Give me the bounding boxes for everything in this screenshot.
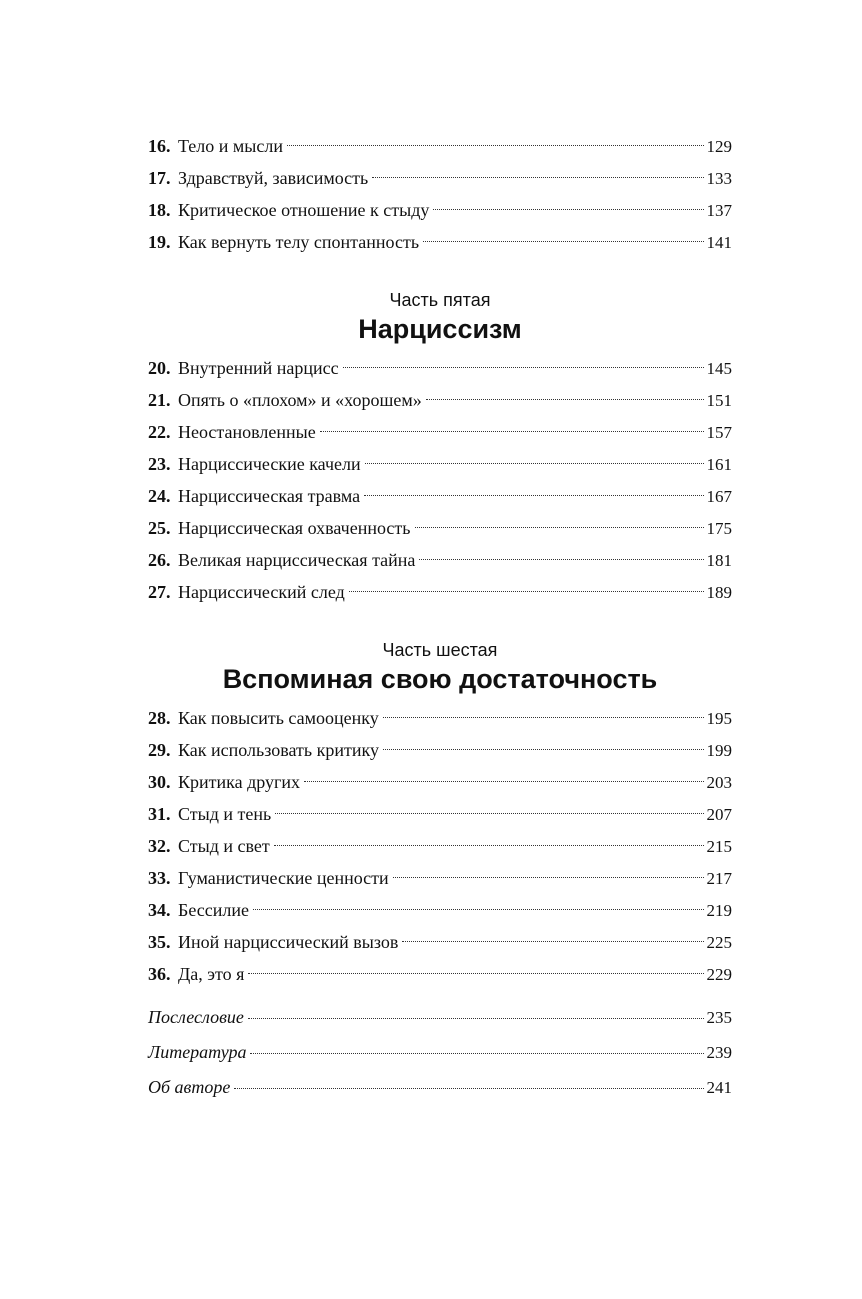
toc-entry-title: Послесловие [148,1007,244,1027]
toc-entry-title: Гуманистические ценности [178,868,389,888]
toc-entry-number: 23. [148,454,171,474]
toc-entry-title: Нарциссическая охваченность [178,518,411,538]
toc-group-continued [148,130,732,258]
toc-entry-page: 157 [706,423,732,442]
dot-leader [433,209,703,210]
toc-entry-page: 137 [706,201,732,220]
toc-entry-title: Да, это я [178,964,245,984]
toc-entry-page: 225 [706,933,732,952]
dot-leader [419,559,703,560]
dot-leader [365,463,704,464]
dot-leader [349,591,704,592]
toc-entry-bibliography[interactable] [148,1035,732,1070]
dot-leader [423,241,703,242]
toc-entry-number: 27. [148,582,171,602]
toc-entry-title: Иной нарциссический вызов [178,932,399,952]
part-six-header [148,638,732,696]
dot-leader [234,1088,703,1089]
dot-leader [426,399,704,400]
toc-entry-page: 241 [706,1078,732,1097]
toc-entry[interactable] [148,798,732,830]
toc-entry-page: 229 [706,965,732,984]
toc-entry[interactable] [148,162,732,194]
dot-leader [393,877,704,878]
toc-entry[interactable] [148,862,732,894]
toc-entry-title: Об авторе [148,1077,231,1097]
toc-entry[interactable] [148,384,732,416]
toc-entry-title: Нарциссический след [178,582,345,602]
dot-leader [275,813,703,814]
toc-entry-page: 189 [706,583,732,602]
dot-leader [383,749,704,750]
toc-entry-page: 239 [706,1043,732,1062]
toc-entry[interactable] [148,480,732,512]
part-five-header [148,288,732,346]
toc-entry-title: Как повысить самооценку [178,708,379,728]
toc-entry-number: 28. [148,708,171,728]
toc-entry-number: 33. [148,868,171,888]
toc-entry-title: Неостановленные [178,422,316,442]
part-title: Нарциссизм [358,314,522,344]
toc-entry-number: 30. [148,772,171,792]
part-label: Часть шестая [382,640,498,660]
toc-entry-title: Бессилие [178,900,249,920]
dot-leader [287,145,703,146]
toc-entry-title: Критическое отношение к стыду [178,200,430,220]
toc-entry-title: Великая нарциссическая тайна [178,550,416,570]
toc-entry-number: 36. [148,964,171,984]
toc-entry-number: 19. [148,232,171,252]
toc-group-back-matter [148,1000,732,1105]
toc-entry-title: Тело и мысли [178,136,284,156]
toc-entry[interactable] [148,734,732,766]
toc-entry[interactable] [148,512,732,544]
toc-entry-page: 195 [706,709,732,728]
toc-entry[interactable] [148,352,732,384]
toc-entry-page: 235 [706,1008,732,1027]
toc-entry-page: 141 [706,233,732,252]
toc-entry-afterword[interactable] [148,1000,732,1035]
toc-entry-page: 161 [706,455,732,474]
dot-leader [372,177,703,178]
toc-entry[interactable] [148,576,732,608]
toc-entry-page: 219 [706,901,732,920]
toc-entry-title: Литература [148,1042,247,1062]
toc-entry[interactable] [148,226,732,258]
toc-entry-number: 18. [148,200,171,220]
toc-entry-about-author[interactable] [148,1070,732,1105]
toc-entry-number: 24. [148,486,171,506]
toc-entry-number: 31. [148,804,171,824]
toc-group-part-six [148,702,732,990]
dot-leader [250,1053,703,1054]
toc-entry-number: 17. [148,168,171,188]
toc-entry-page: 203 [706,773,732,792]
toc-entry-number: 32. [148,836,171,856]
dot-leader [304,781,703,782]
toc-entry-page: 133 [706,169,732,188]
toc-entry-title: Критика других [178,772,301,792]
dot-leader [402,941,703,942]
toc-entry[interactable] [148,130,732,162]
toc-entry-page: 129 [706,137,732,156]
toc-entry-number: 29. [148,740,171,760]
toc-entry-page: 181 [706,551,732,570]
toc-entry-title: Нарциссическая травма [178,486,361,506]
toc-entry-title: Как вернуть телу спонтанность [178,232,420,252]
toc-entry-number: 25. [148,518,171,538]
toc-entry[interactable] [148,194,732,226]
toc-entry-title: Стыд и тень [178,804,272,824]
toc-entry-page: 207 [706,805,732,824]
toc-entry-page: 151 [706,391,732,410]
dot-leader [343,367,704,368]
toc-entry-title: Здравствуй, зависимость [178,168,369,188]
toc-entry[interactable] [148,766,732,798]
dot-leader [248,1018,704,1019]
toc-entry-number: 35. [148,932,171,952]
toc-entry-title: Внутренний нарцисс [178,358,339,378]
toc-entry-number: 20. [148,358,171,378]
dot-leader [248,973,703,974]
toc-entry-page: 145 [706,359,732,378]
toc-entry[interactable] [148,416,732,448]
toc-group-part-five [148,352,732,608]
dot-leader [383,717,704,718]
toc-entry[interactable] [148,702,732,734]
toc-entry[interactable] [148,894,732,926]
toc-entry-number: 16. [148,136,171,156]
toc-entry-title: Опять о «плохом» и «хорошем» [178,390,422,410]
toc-entry[interactable] [148,448,732,480]
toc-entry[interactable] [148,926,732,958]
part-title: Вспоминая свою достаточность [222,664,658,694]
toc-entry-page: 175 [706,519,732,538]
table-of-contents [148,130,732,1105]
toc-entry[interactable] [148,830,732,862]
toc-entry-page: 217 [706,869,732,888]
dot-leader [415,527,704,528]
part-label: Часть пятая [389,290,491,310]
dot-leader [274,845,704,846]
toc-entry-number: 26. [148,550,171,570]
toc-entry-title: Как использовать критику [178,740,379,760]
toc-entry-number: 21. [148,390,171,410]
toc-entry-title: Нарциссические качели [178,454,361,474]
toc-entry[interactable] [148,544,732,576]
toc-entry-page: 215 [706,837,732,856]
dot-leader [364,495,703,496]
toc-entry[interactable] [148,958,732,990]
toc-entry-page: 167 [706,487,732,506]
toc-entry-page: 199 [706,741,732,760]
toc-entry-number: 22. [148,422,171,442]
dot-leader [320,431,704,432]
toc-entry-title: Стыд и свет [178,836,270,856]
dot-leader [253,909,704,910]
toc-entry-number: 34. [148,900,171,920]
